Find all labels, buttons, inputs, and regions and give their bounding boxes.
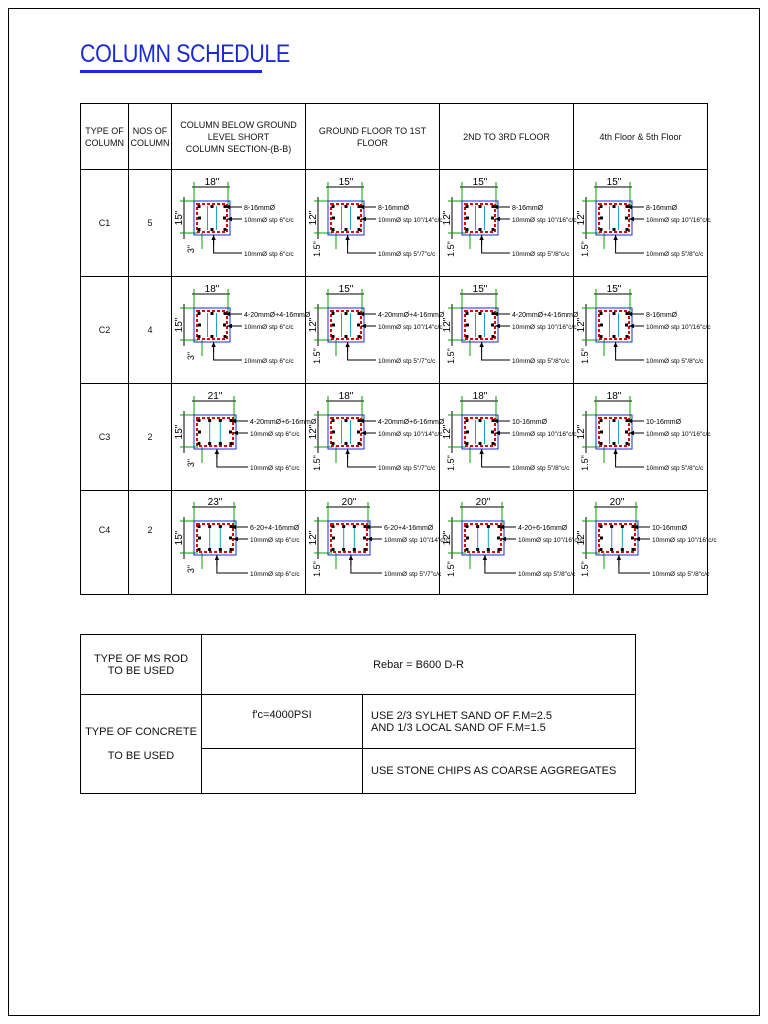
end-tie-spacing-label: 10mmØ stp 5"/7"c/c [378, 465, 436, 472]
schedule-header-row [81, 104, 708, 170]
column-cross-section [596, 201, 632, 235]
end-tie-spacing-label: 10mmØ stp 5"/8"c/c [646, 465, 704, 472]
tie-spacing-label: 10mmØ stp 10"/14"c/c [378, 217, 443, 224]
main-bars-label: 10-16mmØ [646, 419, 682, 426]
column-cross-section [462, 201, 498, 235]
width-label: 18" [204, 177, 220, 188]
header-4th-5th-floor: 4th Floor & 5th Floor [574, 104, 708, 170]
width-label: 18" [338, 391, 354, 402]
main-bars-label: 4-20mmØ+4-16mmØ [512, 312, 579, 319]
end-tie-spacing-label: 10mmØ stp 6"c/c [250, 570, 300, 578]
column-section-drawing [306, 173, 443, 273]
end-tie-spacing-label: 10mmØ stp 5"/7"c/c [384, 570, 442, 578]
main-bars-label: 8-16mmØ [378, 205, 410, 212]
column-section-cell [440, 277, 579, 384]
rebar-spec: Rebar = B600 D-R [202, 635, 636, 695]
cover-label: 1.5" [446, 455, 456, 471]
tie-spacing-label: 10mmØ stp 6"c/c [244, 324, 294, 331]
cover-label: 1.5" [312, 560, 322, 577]
tie-spacing-label: 10mmØ stp 6"c/c [250, 536, 300, 544]
depth-label: 12" [576, 317, 587, 333]
end-tie-spacing-label: 10mmØ stp 5"/8"c/c [518, 570, 576, 578]
main-bars-label: 10-16mmØ [652, 524, 688, 532]
width-label: 15" [472, 177, 488, 188]
column-type: C1 [81, 170, 129, 277]
column-cross-section [328, 415, 364, 449]
column-cross-section [328, 201, 364, 235]
width-label: 18" [472, 391, 488, 402]
column-section-cell [440, 384, 577, 491]
column-count: 4 [129, 277, 172, 384]
main-bars-label: 10-16mmØ [512, 419, 548, 426]
depth-label: 15" [174, 424, 185, 440]
column-cross-section [596, 308, 632, 342]
sand-spec: USE 2/3 SYLHET SAND OF F.M=2.5 AND 1/3 LOCAL SAND OF F.M=1.5 [363, 695, 636, 749]
width-label: 20" [475, 496, 491, 508]
width-label: 18" [606, 391, 622, 402]
cover-label: 3" [186, 564, 196, 573]
column-cross-section [194, 521, 236, 555]
column-row-c2 [81, 277, 708, 384]
main-bars-label: 8-16mmØ [646, 205, 678, 212]
column-section-drawing [574, 387, 711, 487]
column-cross-section [194, 201, 230, 235]
end-tie-spacing-label: 10mmØ stp 5"/8"c/c [512, 465, 570, 472]
column-section-drawing [574, 493, 717, 593]
depth-label: 12" [442, 424, 453, 440]
width-label: 21" [207, 391, 223, 402]
materials-table [80, 634, 636, 794]
width-label: 15" [338, 284, 354, 295]
column-section-cell [574, 384, 711, 491]
cover-label: 1.5" [446, 241, 456, 257]
tie-spacing-label: 10mmØ stp 10"/16"c/c [512, 431, 577, 438]
column-section-drawing [440, 493, 583, 593]
main-bars-label: 6-20+4-16mmØ [250, 524, 300, 532]
depth-label: 12" [308, 530, 319, 545]
column-section-cell [172, 170, 306, 277]
main-bars-label: 4-20mmØ+6-16mmØ [250, 419, 317, 426]
tie-spacing-label: 10mmØ stp 10"/14"c/c [378, 324, 443, 331]
column-cross-section [328, 521, 370, 555]
empty-cell [202, 749, 363, 794]
cover-label: 1.5" [580, 241, 590, 257]
depth-label: 12" [308, 317, 319, 333]
tie-spacing-label: 10mmØ stp 10"/14"c/c [384, 536, 449, 544]
column-count: 5 [129, 170, 172, 277]
column-section-drawing [440, 387, 577, 487]
end-tie-spacing-label: 10mmØ stp 5"/8"c/c [652, 570, 710, 578]
column-section-cell [306, 170, 443, 277]
column-section-drawing [306, 493, 449, 593]
column-section-cell [306, 384, 445, 491]
depth-label: 12" [576, 424, 587, 440]
concrete-label: TYPE OF CONCRETE TO BE USED [81, 695, 202, 794]
column-section-cell [574, 491, 717, 595]
tie-spacing-label: 10mmØ stp 10"/16"c/c [646, 217, 711, 224]
header-type: TYPE OF COLUMN [81, 104, 129, 170]
column-row-c4 [81, 491, 708, 595]
column-section-drawing [306, 387, 445, 487]
column-type: C4 [81, 491, 129, 595]
column-section-drawing [306, 280, 445, 380]
column-section-cell [306, 491, 449, 595]
header-2nd-3rd-floor: 2ND TO 3RD FLOOR [440, 104, 574, 170]
cover-label: 1.5" [580, 455, 590, 471]
aggregate-spec: USE STONE CHIPS AS COARSE AGGREGATES [363, 749, 636, 794]
depth-label: 12" [442, 210, 453, 226]
end-tie-spacing-label: 10mmØ stp 5"/7"c/c [378, 251, 436, 258]
column-section-drawing [440, 280, 579, 380]
width-label: 20" [609, 496, 625, 508]
column-section-cell [440, 491, 583, 595]
end-tie-spacing-label: 10mmØ stp 6"c/c [244, 358, 294, 365]
cover-label: 1.5" [580, 348, 590, 364]
cover-label: 1.5" [312, 241, 322, 257]
column-cross-section [462, 308, 498, 342]
header-below-ground: COLUMN BELOW GROUND LEVEL SHORT COLUMN SECTION-(B-B) [172, 104, 306, 170]
main-bars-label: 6-20+4-16mmØ [384, 524, 434, 532]
column-section-drawing [574, 173, 711, 273]
cover-label: 1.5" [446, 560, 456, 577]
main-bars-label: 8-16mmØ [512, 205, 544, 212]
page-title: COLUMN SCHEDULE [80, 40, 290, 68]
column-type: C2 [81, 277, 129, 384]
concrete-strength: f'c=4000PSI [202, 695, 363, 749]
cover-label: 1.5" [580, 560, 590, 577]
tie-spacing-label: 10mmØ stp 6"c/c [244, 217, 294, 224]
depth-label: 15" [174, 530, 185, 545]
column-row-c3 [81, 384, 708, 491]
column-cross-section [462, 521, 504, 555]
column-count: 2 [129, 384, 172, 491]
column-count: 2 [129, 491, 172, 595]
width-label: 15" [606, 284, 622, 295]
main-bars-label: 8-16mmØ [646, 312, 678, 319]
tie-spacing-label: 10mmØ stp 10"/16"c/c [512, 324, 577, 331]
column-cross-section [462, 415, 498, 449]
column-cross-section [596, 415, 632, 449]
depth-label: 15" [174, 210, 185, 226]
cover-label: 1.5" [446, 348, 456, 364]
header-nos: NOS OF COLUMN [129, 104, 172, 170]
tie-spacing-label: 10mmØ stp 10"/16"c/c [512, 217, 577, 224]
width-label: 20" [341, 496, 357, 508]
column-cross-section [596, 521, 638, 555]
depth-label: 12" [442, 530, 453, 545]
column-section-drawing [440, 173, 577, 273]
column-section-drawing [172, 280, 311, 380]
end-tie-spacing-label: 10mmØ stp 5"/8"c/c [512, 358, 570, 365]
depth-label: 12" [576, 530, 587, 545]
column-row-c1 [81, 170, 708, 277]
width-label: 15" [606, 177, 622, 188]
column-section-drawing [172, 173, 305, 273]
title-underline [80, 70, 262, 73]
width-label: 23" [207, 496, 223, 508]
depth-label: 12" [442, 317, 453, 333]
column-schedule-table [80, 103, 717, 595]
end-tie-spacing-label: 10mmØ stp 5"/7"c/c [378, 358, 436, 365]
column-section-drawing [574, 280, 711, 380]
column-cross-section [328, 308, 364, 342]
end-tie-spacing-label: 10mmØ stp 5"/8"c/c [646, 358, 704, 365]
column-cross-section [194, 415, 236, 449]
column-type: C3 [81, 384, 129, 491]
column-section-cell [574, 277, 711, 384]
width-label: 15" [472, 284, 488, 295]
end-tie-spacing-label: 10mmØ stp 6"c/c [244, 251, 294, 258]
main-bars-label: 4-20mmØ+4-16mmØ [378, 312, 445, 319]
column-cross-section [194, 308, 230, 342]
column-section-cell [574, 170, 711, 277]
column-section-cell [440, 170, 577, 277]
ms-rod-row [81, 635, 636, 695]
column-section-cell [172, 491, 306, 595]
depth-label: 12" [576, 210, 587, 226]
main-bars-label: 8-16mmØ [244, 205, 276, 212]
tie-spacing-label: 10mmØ stp 10"/16"c/c [652, 536, 717, 544]
width-label: 15" [338, 177, 354, 188]
cover-label: 1.5" [312, 348, 322, 364]
column-section-cell [172, 277, 311, 384]
main-bars-label: 4-20+6-16mmØ [518, 524, 568, 532]
header-ground-floor: GROUND FLOOR TO 1ST FLOOR [306, 104, 440, 170]
tie-spacing-label: 10mmØ stp 6"c/c [250, 431, 300, 438]
depth-label: 12" [308, 424, 319, 440]
main-bars-label: 4-20mmØ+6-16mmØ [378, 419, 445, 426]
column-section-drawing [172, 493, 305, 593]
width-label: 18" [204, 284, 220, 295]
cover-label: 3" [186, 244, 196, 254]
tie-spacing-label: 10mmØ stp 10"/16"c/c [646, 324, 711, 331]
cover-label: 3" [186, 351, 196, 361]
main-bars-label: 4-20mmØ+4-16mmØ [244, 312, 311, 319]
cover-label: 1.5" [312, 455, 322, 471]
end-tie-spacing-label: 10mmØ stp 5"/8"c/c [646, 251, 704, 258]
cover-label: 3" [186, 458, 196, 468]
concrete-row [81, 695, 636, 749]
depth-label: 12" [308, 210, 319, 226]
tie-spacing-label: 10mmØ stp 10"/16"c/c [646, 431, 711, 438]
ms-rod-label: TYPE OF MS ROD TO BE USED [81, 635, 202, 695]
end-tie-spacing-label: 10mmØ stp 5"/8"c/c [512, 251, 570, 258]
column-section-cell [306, 277, 445, 384]
end-tie-spacing-label: 10mmØ stp 6"c/c [250, 465, 300, 472]
tie-spacing-label: 10mmØ stp 10"/16"c/c [518, 536, 583, 544]
tie-spacing-label: 10mmØ stp 10"/14"c/c [378, 431, 443, 438]
depth-label: 15" [174, 317, 185, 333]
